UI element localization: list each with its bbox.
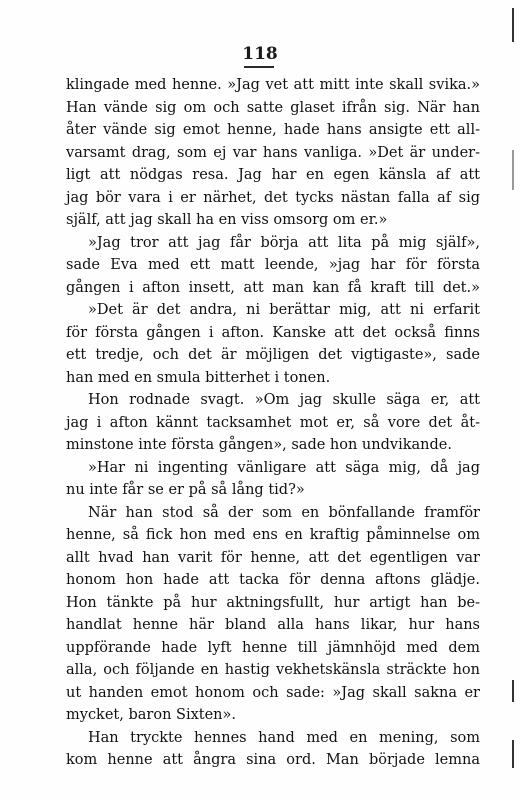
text-line: ut handen emot honom och sade: »Jag skall sakna er <box>66 684 480 701</box>
text-line: Han vände sig om och satte glaset ifrån sig. När han <box>66 99 480 116</box>
text-line: varsamt drag, som ej var hans vanliga. »Det är under- <box>66 144 480 161</box>
text-line: åter vände sig emot henne, hade hans ansigte ett all- <box>66 122 480 138</box>
page-edge-mark <box>512 740 514 768</box>
text-line: uppförande hade lyft henne till jämnhöjd med dem <box>66 639 480 656</box>
text-line: han med en smula bitterhet i tonen. <box>66 369 331 386</box>
text-line: »Det är det andra, ni berättar mig, att ni erfarit <box>88 302 480 318</box>
text-line: jag i afton kännt tacksamhet mot er, så vore det åt- <box>66 414 480 431</box>
page-edge-mark <box>512 680 514 702</box>
text-line: Hon rodnade svagt. »Om jag skulle säga er, att <box>88 392 480 408</box>
text-line: nu inte får se er på så lång tid?» <box>66 482 305 498</box>
text-line: mycket, baron Sixten». <box>66 707 236 723</box>
text-line: henne, så fick hon med ens en kraftig påminnelse om <box>66 527 480 543</box>
body-text <box>66 74 480 772</box>
text-line: »Har ni ingenting vänligare att säga mig, då jag <box>88 459 480 476</box>
text-line: jag bör vara i er närhet, det tycks nästan falla af sig <box>66 189 480 206</box>
text-line: kom henne att ångra sina ord. Man började lemna <box>66 752 480 768</box>
text-line: »Jag tror att jag får börja att lita på mig själf», <box>88 234 480 251</box>
text-line: gången i afton insett, att man kan få kraft till det.» <box>66 279 480 296</box>
text-line: allt hvad han varit för henne, att det egentligen var <box>66 549 480 566</box>
text-line: Hon tänkte på hur aktningsfullt, hur artigt han be- <box>66 594 480 611</box>
text-line: honom hon hade att tacka för denna aftons glädje. <box>66 572 480 588</box>
text-line: ett tredje, och det är möjligen det vigtigaste», sade <box>66 347 480 363</box>
text-line: minstone inte första gången», sade hon undvikande. <box>66 437 452 453</box>
text-line: klingade med henne. »Jag vet att mitt inte skall svika.» <box>66 77 480 93</box>
page-edge-mark <box>512 8 514 42</box>
text-line: för första gången i afton. Kanske att det också finns <box>66 324 480 341</box>
page-edge-mark <box>512 150 514 190</box>
text-line: själf, att jag skall ha en viss omsorg om er.» <box>66 212 388 228</box>
text-line: alla, och följande en hastig vekhetskänsla sträckte hon <box>66 662 480 678</box>
page-number: 118 <box>242 44 278 64</box>
text-line: Han tryckte hennes hand med en mening, som <box>88 729 480 746</box>
text-line: sade Eva med ett matt leende, »jag har för första <box>66 257 480 273</box>
text-line: ligt att nödgas resa. Jag har en egen känsla af att <box>66 167 480 183</box>
page-number-rule <box>244 66 274 68</box>
text-line: När han stod så der som en bönfallande framför <box>88 504 480 521</box>
text-line: handlat henne här bland alla hans likar, hur hans <box>66 617 480 633</box>
